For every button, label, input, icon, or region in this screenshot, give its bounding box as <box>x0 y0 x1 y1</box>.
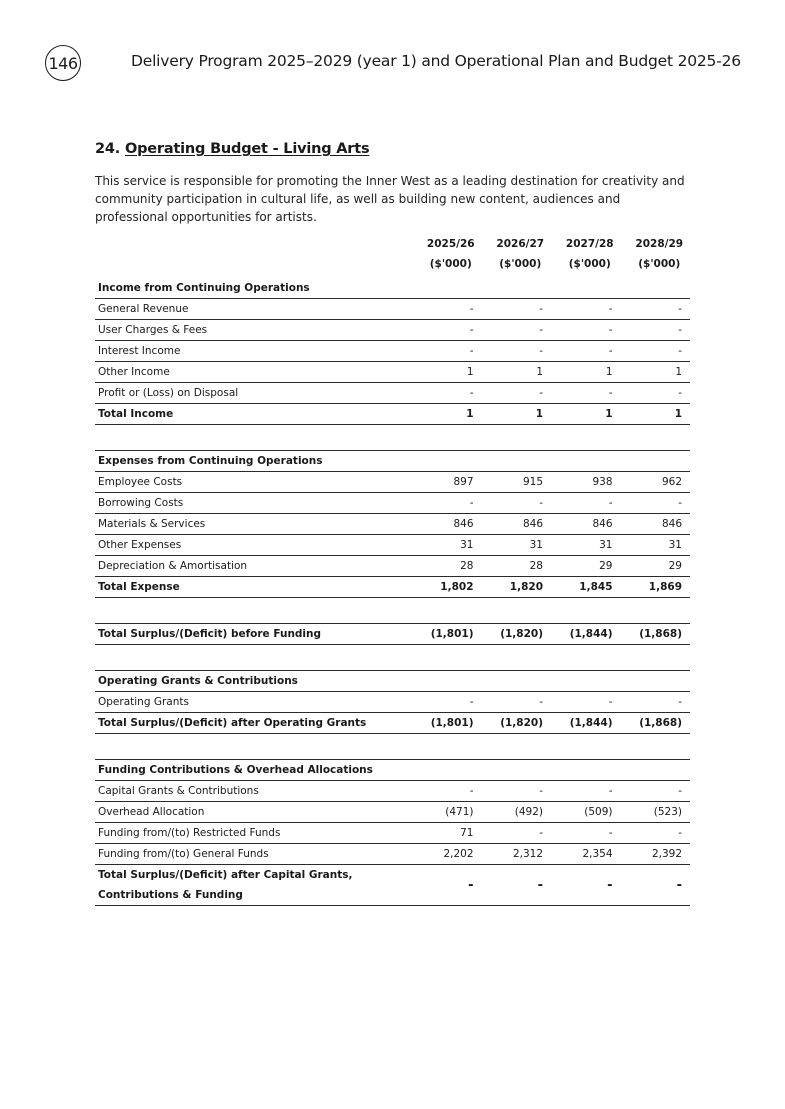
col-header: 2027/28 ($'000) <box>565 238 614 270</box>
row-gap <box>95 734 690 759</box>
col-header: 2025/26 ($'000) <box>426 238 475 270</box>
row-value: - <box>469 345 474 357</box>
row-value: 1,820 <box>509 581 543 593</box>
row-value: - <box>539 497 543 509</box>
row-label: Income from Continuing Operations <box>98 282 310 294</box>
row-gap <box>95 645 690 670</box>
row-label: Borrowing Costs <box>98 497 184 509</box>
row-value: - <box>469 324 474 336</box>
row-label: Total Expense <box>98 581 180 593</box>
row-value: 1 <box>466 366 474 378</box>
row-value: - <box>678 345 682 357</box>
table-row <box>95 823 690 844</box>
row-value: 846 <box>592 518 613 530</box>
row-value: 846 <box>522 518 543 530</box>
row-value: 31 <box>460 539 474 551</box>
section-number: 24. <box>95 141 121 157</box>
table-body <box>95 278 690 906</box>
row-label: Total Income <box>98 408 174 420</box>
total-row <box>95 577 690 598</box>
row-value: 71 <box>460 827 474 839</box>
row-value: - <box>469 497 474 509</box>
row-value: 31 <box>529 539 543 551</box>
row-value: (1,844) <box>569 717 613 729</box>
row-label: Total Surplus/(Deficit) after Operating Grants <box>98 717 367 729</box>
row-value: - <box>608 785 613 797</box>
section-heading-row <box>95 450 690 472</box>
row-value: - <box>469 785 474 797</box>
row-value: 915 <box>522 476 543 488</box>
row-value: 29 <box>599 560 613 572</box>
row-value: - <box>608 387 613 399</box>
row-value: - <box>608 324 613 336</box>
row-value: - <box>469 303 474 315</box>
table-row <box>95 844 690 865</box>
row-value: - <box>678 827 682 839</box>
row-value: - <box>539 696 543 708</box>
row-label: Depreciation & Amortisation <box>98 560 248 572</box>
row-value: - <box>539 387 543 399</box>
row-value: - <box>678 387 682 399</box>
row-value: - <box>678 696 682 708</box>
row-value: (509) <box>584 806 613 818</box>
row-value: (523) <box>653 806 682 818</box>
col-header: 2028/29 ($'000) <box>635 238 684 270</box>
row-value: 28 <box>460 560 474 572</box>
section-heading-row <box>95 278 690 299</box>
row-value: (1,868) <box>639 717 682 729</box>
row-value: - <box>608 303 613 315</box>
table-row <box>95 781 690 802</box>
row-value: 938 <box>592 476 613 488</box>
row-value: 1 <box>674 408 682 420</box>
row-value: 2,354 <box>582 848 613 860</box>
table-row <box>95 556 690 577</box>
row-value: (1,801) <box>430 717 474 729</box>
table-row <box>95 535 690 556</box>
row-value: 31 <box>668 539 682 551</box>
table-row <box>95 320 690 341</box>
row-gap <box>95 425 690 450</box>
row-value: 1 <box>535 408 543 420</box>
total-row <box>95 404 690 425</box>
total-row <box>95 623 690 645</box>
row-label: Operating Grants <box>98 696 189 708</box>
table-row <box>95 692 690 713</box>
total-row <box>95 713 690 734</box>
row-value: - <box>537 877 543 893</box>
row-value: 28 <box>529 560 543 572</box>
row-value: - <box>469 387 474 399</box>
budget-table <box>95 234 690 906</box>
total-row <box>95 865 690 906</box>
row-value: (1,820) <box>500 717 543 729</box>
row-value: - <box>539 827 543 839</box>
table-row <box>95 493 690 514</box>
row-value: (1,868) <box>639 628 682 640</box>
row-value: 1 <box>675 366 682 378</box>
row-value: 1,869 <box>648 581 682 593</box>
row-label: Materials & Services <box>98 518 206 530</box>
table-row <box>95 472 690 493</box>
row-value: 1,802 <box>440 581 474 593</box>
row-value: 1,845 <box>579 581 613 593</box>
row-value: - <box>608 497 613 509</box>
row-label: Employee Costs <box>98 476 183 488</box>
row-value: (1,801) <box>430 628 474 640</box>
row-value: (492) <box>514 806 543 818</box>
table-row <box>95 514 690 535</box>
col-header: 2026/27 ($'000) <box>496 238 545 270</box>
row-value: - <box>539 785 543 797</box>
row-label: Total Surplus/(Deficit) after Capital Grants, Contributions & Funding <box>98 869 353 901</box>
row-value: - <box>678 785 682 797</box>
row-value: - <box>539 303 543 315</box>
row-value: - <box>678 303 682 315</box>
row-value: - <box>468 877 474 893</box>
row-value: 31 <box>599 539 613 551</box>
row-label: Total Surplus/(Deficit) before Funding <box>98 628 322 640</box>
row-label: Funding from/(to) Restricted Funds <box>98 827 281 839</box>
table-header <box>95 234 690 278</box>
row-value: (1,844) <box>569 628 613 640</box>
row-value: (471) <box>445 806 474 818</box>
row-value: - <box>678 497 682 509</box>
document-title: Delivery Program 2025–2029 (year 1) and Operational Plan and Budget 2025-26 <box>131 52 741 70</box>
section-heading <box>95 141 369 157</box>
row-label: Expenses from Continuing Operations <box>98 455 323 467</box>
row-value: (1,820) <box>500 628 543 640</box>
row-value: 1 <box>605 366 613 378</box>
row-label: User Charges & Fees <box>98 324 208 336</box>
row-value: 897 <box>453 476 474 488</box>
row-value: 1 <box>605 408 613 420</box>
row-value: - <box>676 877 682 893</box>
section-intro: This service is responsible for promoting the Inner West as a leading destination for creativity and community participation in cultural life, as well as building new content, audiences and professional opportunities for artists. <box>95 174 685 224</box>
row-value: 2,392 <box>651 848 682 860</box>
table-row <box>95 341 690 362</box>
row-value: 846 <box>453 518 474 530</box>
row-value: - <box>607 877 613 893</box>
row-value: 2,312 <box>512 848 543 860</box>
row-label: Overhead Allocation <box>98 806 205 818</box>
table-row <box>95 802 690 823</box>
row-value: 1 <box>466 408 474 420</box>
row-label: General Revenue <box>98 303 189 315</box>
row-gap <box>95 598 690 623</box>
row-label: Operating Grants & Contributions <box>98 675 298 687</box>
page-number: 146 <box>45 45 81 81</box>
section-name: Operating Budget - Living Arts <box>124 141 370 157</box>
section-heading-row <box>95 670 690 692</box>
row-value: 846 <box>661 518 682 530</box>
row-value: - <box>608 696 613 708</box>
row-value: 2,202 <box>443 848 474 860</box>
row-value: 29 <box>668 560 682 572</box>
row-label: Profit or (Loss) on Disposal <box>98 387 239 399</box>
row-label: Other Expenses <box>98 539 182 551</box>
row-label: Interest Income <box>98 345 181 357</box>
row-value: 962 <box>661 476 682 488</box>
row-value: - <box>608 345 613 357</box>
row-label: Funding Contributions & Overhead Allocations <box>98 764 373 776</box>
row-value: - <box>539 345 543 357</box>
table-row <box>95 383 690 404</box>
row-value: - <box>678 324 682 336</box>
table-row <box>95 299 690 320</box>
row-value: - <box>539 324 543 336</box>
row-value: - <box>608 827 613 839</box>
table-row <box>95 362 690 383</box>
row-value: - <box>469 696 474 708</box>
row-value: 1 <box>536 366 543 378</box>
section-heading-row <box>95 759 690 781</box>
row-label: Capital Grants & Contributions <box>98 785 259 797</box>
row-label: Other Income <box>98 366 170 378</box>
row-label: Funding from/(to) General Funds <box>98 848 269 860</box>
